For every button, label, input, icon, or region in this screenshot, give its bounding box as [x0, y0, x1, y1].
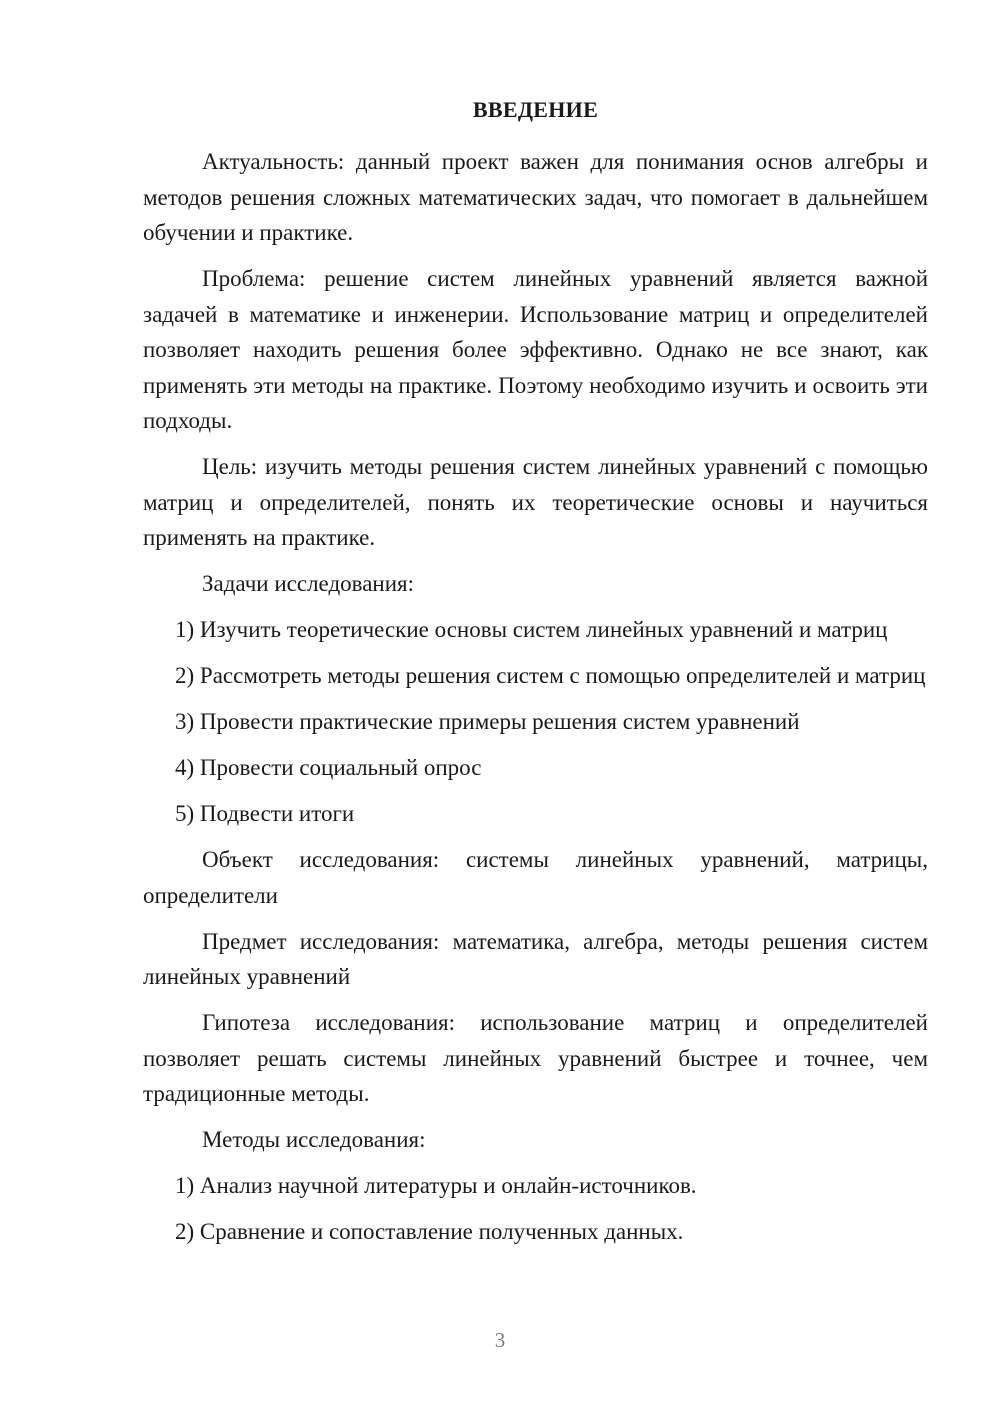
problem-paragraph: Проблема: решение систем линейных уравнений является важной задачей в математике и инженерии. Использование матриц и определителей позволяет находить решения более эффективно. Однако не все знают, как применять эти методы на практике. Поэтому необходимо изучить и освоить эти подходы.	[143, 266, 928, 433]
page-number: 3	[494, 1328, 506, 1352]
task-item-3: 3) Провести практические примеры решения систем уравнений	[175, 709, 800, 734]
methods-title: Методы исследования:	[202, 1127, 426, 1152]
subject-paragraph: Предмет исследования: математика, алгебра, методы решения систем линейных уравнений	[143, 928, 928, 989]
task-item-4: 4) Провести социальный опрос	[175, 755, 482, 780]
method-item-1: 1) Анализ научной литературы и онлайн-источников.	[175, 1173, 697, 1198]
tasks-title: Задачи исследования:	[202, 571, 415, 596]
section-heading: ВВЕДЕНИЕ	[472, 97, 599, 122]
relevance-paragraph: Актуальность: данный проект важен для понимания основ алгебры и методов решения сложных математических задач, что помогает в дальнейшем обучении и практике.	[143, 149, 928, 245]
document-page	[143, 92, 928, 1260]
method-item-2: 2) Сравнение и сопоставление полученных данных.	[175, 1219, 684, 1244]
task-item-5: 5) Подвести итоги	[175, 801, 355, 826]
task-item-1: 1) Изучить теоретические основы систем линейных уравнений и матриц	[175, 617, 888, 642]
hypothesis-paragraph: Гипотеза исследования: использование матриц и определителей позволяет решать системы линейных уравнений быстрее и точнее, чем традиционные методы.	[143, 1010, 928, 1106]
object-paragraph: Объект исследования: системы линейных уравнений, матрицы, определители	[143, 847, 928, 908]
goal-paragraph: Цель: изучить методы решения систем линейных уравнений с помощью матриц и определителей, понять их теоретические основы и научиться применять на практике.	[143, 454, 928, 550]
task-item-2: 2) Рассмотреть методы решения систем с помощью определителей и матриц	[175, 663, 926, 688]
